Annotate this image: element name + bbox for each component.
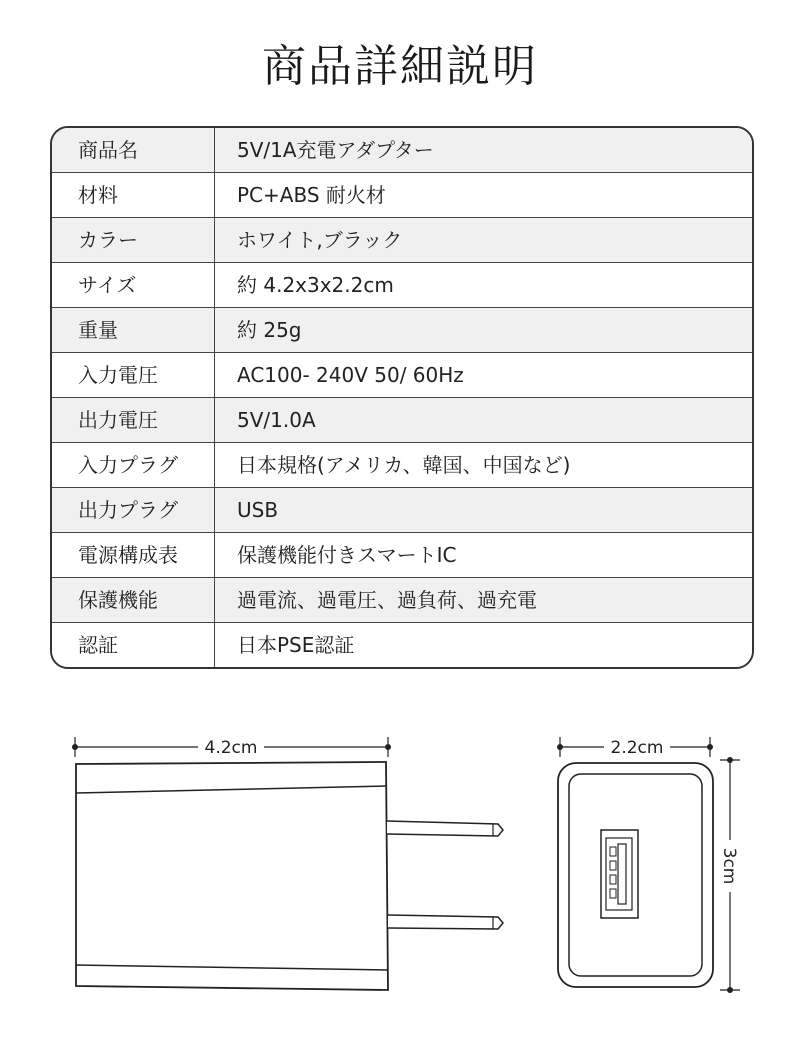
- spec-key: 入力プラグ: [52, 443, 215, 487]
- spec-row-size: [52, 262, 752, 307]
- spec-value: 5V/1A充電アダプター: [237, 138, 434, 162]
- spec-key: 材料: [52, 173, 215, 217]
- spec-value: ホワイト,ブラック: [237, 228, 403, 252]
- spec-value: 保護機能付きスマートIC: [237, 543, 457, 567]
- dimension-diagram: [0, 720, 800, 1020]
- spec-key: 入力電圧: [52, 353, 215, 397]
- usb-port-icon: [601, 830, 638, 918]
- spec-value: 約 4.2x3x2.2cm: [237, 273, 394, 297]
- spec-key: 電源構成表: [52, 533, 215, 577]
- front-view: [557, 734, 742, 993]
- spec-row-product-name: [52, 128, 752, 172]
- spec-row-power-config: [52, 532, 752, 577]
- spec-key: 出力電圧: [52, 398, 215, 442]
- side-view: [72, 734, 503, 990]
- spec-key: 保護機能: [52, 578, 215, 622]
- spec-row-input-voltage: [52, 352, 752, 397]
- spec-key: カラー: [52, 218, 215, 262]
- spec-value: 日本PSE認証: [237, 633, 355, 657]
- spec-row-input-plug: [52, 442, 752, 487]
- spec-row-output-voltage: [52, 397, 752, 442]
- width-label: 2.2cm: [610, 738, 664, 758]
- spec-row-weight: [52, 307, 752, 352]
- spec-row-color: [52, 217, 752, 262]
- spec-key: 認証: [52, 623, 215, 667]
- spec-value: 過電流、過電圧、過負荷、過充電: [237, 588, 537, 612]
- length-label: 4.2cm: [204, 738, 258, 758]
- page-title: 商品詳細説明: [262, 41, 538, 92]
- spec-value: 5V/1.0A: [237, 408, 316, 432]
- spec-value: AC100- 240V 50/ 60Hz: [237, 363, 464, 387]
- spec-value: USB: [237, 498, 279, 522]
- spec-value: 約 25g: [237, 318, 302, 342]
- height-label: 3cm: [719, 847, 739, 885]
- spec-row-certification: [52, 622, 752, 667]
- spec-row-protection: [52, 577, 752, 622]
- spec-table: [50, 126, 754, 669]
- spec-key: 出力プラグ: [52, 488, 215, 532]
- spec-key: サイズ: [52, 263, 215, 307]
- spec-row-output-plug: [52, 487, 752, 532]
- spec-row-material: [52, 172, 752, 217]
- spec-key: 重量: [52, 308, 215, 352]
- spec-key: 商品名: [52, 128, 215, 172]
- spec-value: PC+ABS 耐火材: [237, 183, 386, 207]
- spec-value: 日本規格(アメリカ、韓国、中国など): [237, 453, 571, 477]
